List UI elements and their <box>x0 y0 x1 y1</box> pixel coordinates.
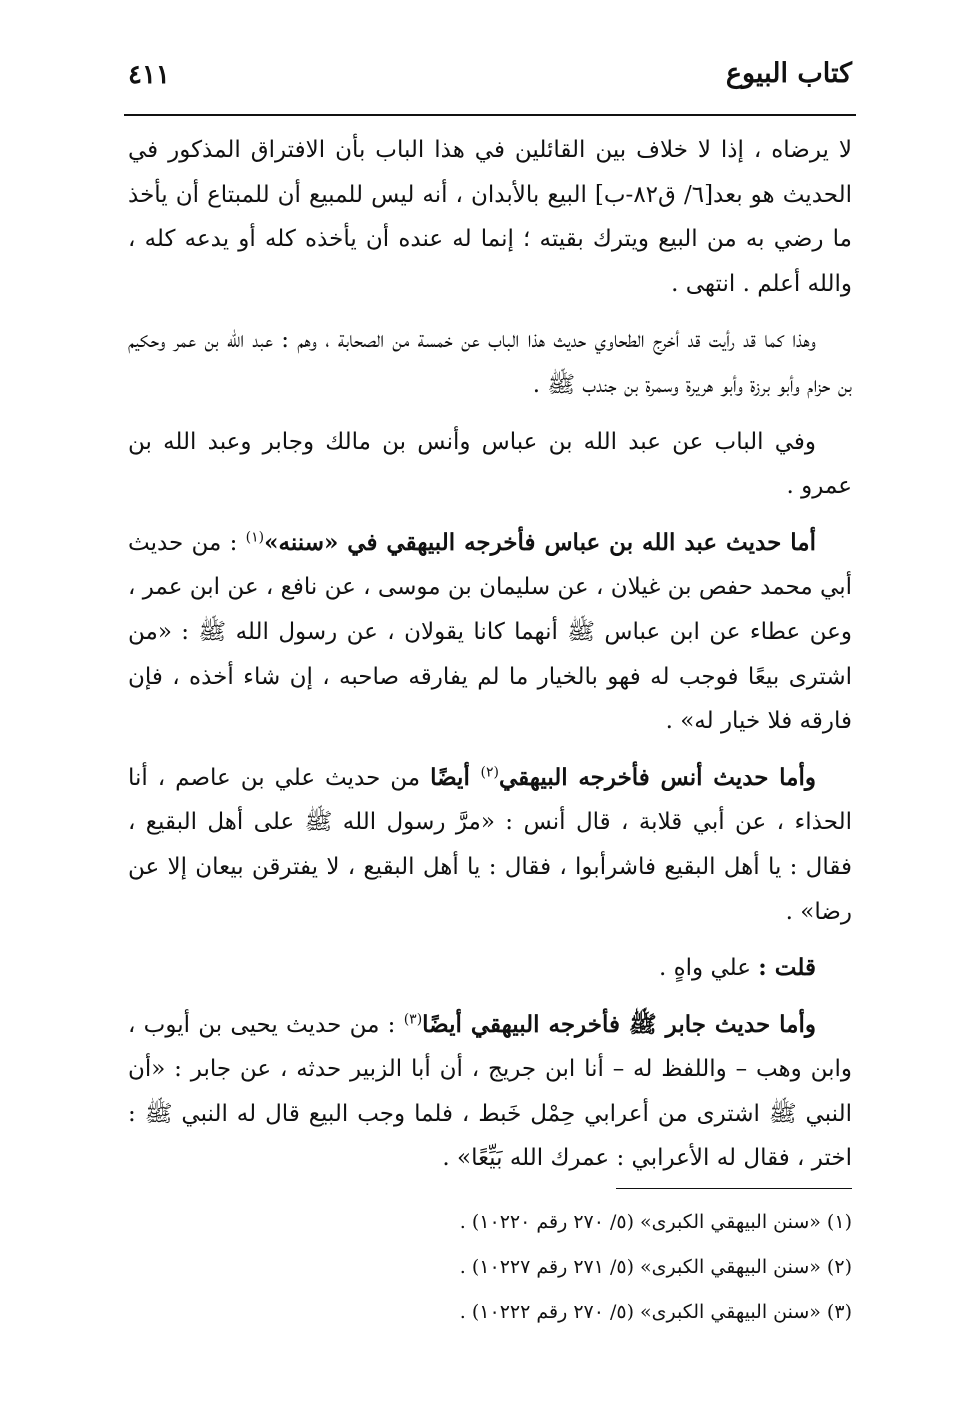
paragraph-1 <box>128 128 852 306</box>
paragraph-text: وهذا كما قد رأيت قد أخرج الطحاوي حديث هذا الباب عن خمسة من الصحابة ، وهم : عبد الله بن عمر وحكيم بن حزام وأبو برزة وأبو هريرة وسمرة بن جندب ﷺ . <box>128 327 852 398</box>
page-number: ٤١١ <box>128 60 170 90</box>
footnote-2: (٢) «سنن البيهقي الكبرى» (٥/ ٢٧١ رقم ١٠٢٢٧) . <box>459 1256 852 1278</box>
paragraph-text: لا يرضاه ، إذا لا خلاف بين القائلين في هذا الباب بأن الافتراق المذكور في الحديث هو بعد[٦/ ق٨٢-ب] البيع بالأبدان ، أنه ليس للمبيع أن للمبتاع أن يأخذ ما رضي به من البيع ويترك بقيته ؛ إنما له عنده أن يأخذه كله أو يدعه كله ، والله أعلم . انتهى . <box>128 137 853 297</box>
footnote-ref-1: (١) <box>245 529 265 546</box>
paragraph-3 <box>128 420 852 509</box>
paragraph-6 <box>128 946 852 991</box>
paragraph-lead: أما حديث عبد الله بن عباس فأخرجه البيهقي في «سننه» <box>264 528 816 556</box>
footnote-1: (١) «سنن البيهقي الكبرى» (٥/ ٢٧٠ رقم ١٠٢٢٠) . <box>459 1211 852 1233</box>
main-text <box>128 128 852 1193</box>
footnote-ref-2: (٢) <box>480 764 499 781</box>
paragraph-2 <box>128 318 852 407</box>
footnote-rule <box>616 1188 852 1189</box>
footnote-ref-3: (٣) <box>403 1011 423 1028</box>
paragraph-text: : من حديث أبي محمد حفص بن غيلان ، عن سليمان بن موسى ، عن نافع ، عن ابن عمر ، وعن عطاء عن ابن عباس ﷺ أنهما كانا يقولان ، عن رسول الله ﷺ : «من اشترى بيعًا فوجب له فهو بالخيار ما لم يفارقه صاحبه ، إن شاء أخذه ، فإن فارقه فلا خيار له» . <box>128 529 853 735</box>
paragraph-lead: وأما حديث أنس فأخرجه البيهقي <box>498 763 816 791</box>
paragraph-7 <box>128 1003 852 1181</box>
footnote-3: (٣) «سنن البيهقي الكبرى» (٥/ ٢٧٠ رقم ١٠٢٢٢) . <box>459 1301 852 1323</box>
paragraph-text: من حديث علي بن عاصم ، أنا الحذاء ، عن أبي قلابة ، قال أنس : «مرَّ رسول الله ﷺ على أهل البقيع ، فقال : يا أهل البقيع فاشرأبوا ، فقال : يا أهل البقيع ، لا يفترقن بيعان إلا عن رضا» . <box>128 764 852 925</box>
paragraph-text: : من حديث يحيى بن أيوب ، وابن وهب – واللفظ له – أنا ابن جريج ، أن أبا الزبير حدثه ، عن جابر : «أن النبي ﷺ اشترى من أعرابي حِمْل خَبط ، فلما وجب البيع قال له النبي ﷺ : اختر ، فقال له الأعرابي : عمرك الله بَيِّعًا» . <box>128 1011 852 1172</box>
paragraph-4 <box>128 521 852 744</box>
paragraph-5 <box>128 756 852 934</box>
running-title: كتاب البيوع <box>725 58 852 89</box>
footnotes <box>128 1200 852 1335</box>
paragraph-text: وفي الباب عن عبد الله بن عباس وأنس بن مالك وجابر وعبد الله بن عمرو . <box>128 428 852 500</box>
paragraph-lead: قلت : <box>758 954 816 982</box>
paragraph-text: علي واهٍ . <box>658 955 759 982</box>
header-rule <box>124 114 856 116</box>
paragraph-lead-2: أيضًا <box>430 763 481 791</box>
paragraph-lead: وأما حديث جابر ﷺ فأخرجه البيهقي أيضًا <box>422 1010 816 1038</box>
